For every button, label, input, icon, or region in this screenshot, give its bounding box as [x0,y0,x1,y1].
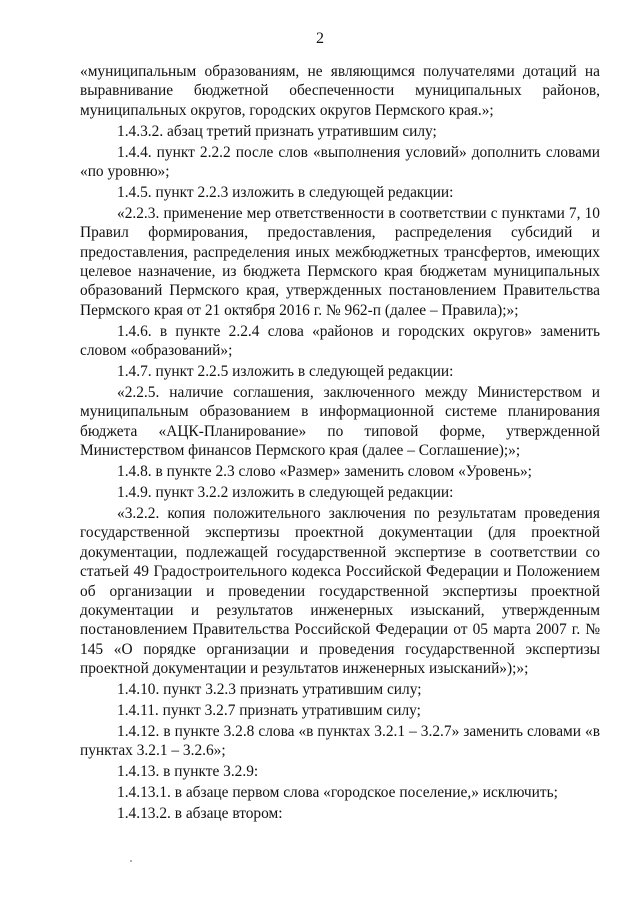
paragraph-1-4-11: 1.4.11. пункт 3.2.7 признать утратившим силу; [117,702,421,719]
paragraph-quote-3-2-2: «3.2.2. копия положительного заключения по результатам проведения государственной экспертизы проектной документации (для проектной документации, подлежащей государственной экспертизе в соответствии со статьей 49 Градостроительного кодекса Российской Федерации и Положением об организации и проведении государственной экспертизы проектной документации и результатов инженерных изысканий, утвержденным постановлением Правительства Российской Федерации от 05 марта 2007 г. № 145 «О порядке организации и проведения государственной экспертизы проектной документации и результатов инженерных изысканий»);»; [80,504,600,678]
paragraph-1-4-12: 1.4.12. в пункте 3.2.8 слова «в пунктах 3.2.1 – 3.2.7» заменить словами «в пунктах 3.2.1 – 3.2.6»; [80,722,600,760]
paragraph-quote-2-2-3: «2.2.3. применение мер ответственности в соответствии с пунктами 7, 10 Правил формирования, предоставления, распределения субсидий и предоставления, распределения иных межбюджетных трансфертов, имеющих целевое назначение, из бюджета Пермского края бюджетам муниципальных образований Пермского края, утвержденных постановлением Правительства Пермского края от 21 октября 2016 г. № 962-п (далее – Правила);»; [80,204,600,319]
paragraph-1-4-6: 1.4.6. в пункте 2.2.4 слова «районов и городских округов» заменить словом «образований»; [80,322,600,360]
paragraph-1-4-4: 1.4.4. пункт 2.2.2 после слов «выполнения условий» дополнить словами «по уровню»; [80,143,600,181]
paragraph-quote-2-2-5: «2.2.5. наличие соглашения, заключенного между Министерством и муниципальным образованием в информационной системе планирования бюджета «АЦК-Планирование» по типовой форме, утвержденной Министерством финансов Пермского края (далее – Соглашение);»; [80,384,600,460]
document-body [80,62,600,825]
paragraph-1-4-7: 1.4.7. пункт 2.2.5 изложить в следующей редакции: [117,363,454,381]
paragraph-1-4-10: 1.4.10. пункт 3.2.3 признать утратившим силу; [117,681,422,699]
page-number: 2 [316,30,324,47]
paragraph-1-4-13-1: 1.4.13.1. в абзаце первом слова «городское поселение,» исключить; [117,784,558,802]
scan-speck [130,860,132,862]
paragraph-1-4-8: 1.4.8. в пункте 2.3 слово «Размер» заменить словом «Уровень»; [117,463,532,481]
paragraph-1-4-3-2: 1.4.3.2. абзац третий признать утратившим силу; [117,122,437,140]
paragraph-1-4-5: 1.4.5. пункт 2.2.3 изложить в следующей редакции: [117,183,454,201]
paragraph-1-4-9: 1.4.9. пункт 3.2.2 изложить в следующей редакции: [117,484,454,502]
paragraph-1-4-13-2: 1.4.13.2. в абзаце втором: [117,805,283,823]
paragraph-continuation: «муниципальным образованиям, не являющимся получателями дотаций на выравнивание бюджетной обеспеченности муниципальных районов, муниципальных округов, городских округов Пермского края.»; [80,63,600,119]
paragraph-1-4-13: 1.4.13. в пункте 3.2.9: [117,763,259,781]
